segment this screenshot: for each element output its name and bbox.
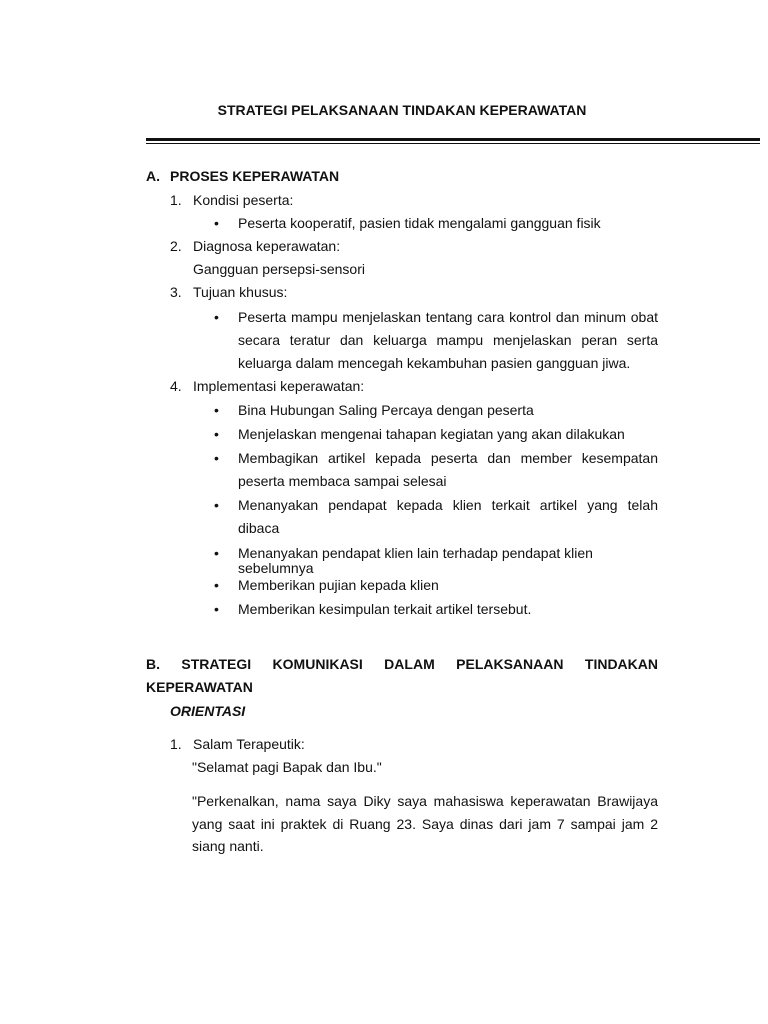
item-label: Implementasi keperawatan: (193, 378, 365, 394)
section-a-heading: PROSES KEPERAWATAN (170, 168, 340, 184)
bullet-dot: • (214, 402, 219, 418)
section-b-heading-continued: KEPERAWATAN (146, 679, 253, 695)
bullet-dot: • (214, 215, 219, 231)
section-b-subheading: ORIENTASI (170, 703, 246, 719)
bullet-dot: • (214, 497, 219, 513)
paragraph-line: "Perkenalkan, nama saya Diky saya mahasiswa keperawatan Brawijaya (192, 793, 658, 809)
quote-text: "Selamat pagi Bapak dan Ibu." (192, 759, 382, 775)
section-a-marker: A. (146, 168, 160, 184)
bullet-text-line: keluarga dalam mencegah kekambuhan pasien gangguan jiwa. (238, 355, 631, 371)
paragraph-line: yang saat ini praktek di Ruang 23. Saya dinas dari jam 7 sampai jam 2 (192, 816, 658, 832)
item-number: 3. (170, 284, 182, 300)
bullet-text: Menanyakan pendapat kepada klien terkait artikel yang telah (238, 497, 658, 513)
bullet-text: Menanyakan pendapat klien lain terhadap pendapat klien (238, 545, 593, 561)
title-rule-thin (146, 143, 760, 144)
item-label: Salam Terapeutik: (193, 736, 305, 752)
item-label: Diagnosa keperawatan: (193, 238, 341, 254)
bullet-dot: • (214, 309, 219, 325)
bullet-text: Menjelaskan mengenai tahapan kegiatan yang akan dilakukan (238, 426, 625, 442)
bullet-text: Membagikan artikel kepada peserta dan member kesempatan (238, 450, 658, 466)
item-number: 2. (170, 238, 182, 254)
bullet-text: Memberikan pujian kepada klien (238, 577, 439, 593)
paragraph-line: siang nanti. (192, 838, 264, 854)
section-b-heading: B. STRATEGI KOMUNIKASI DALAM PELAKSANAAN TINDAKAN (146, 656, 658, 672)
bullet-text: Peserta kooperatif, pasien tidak mengalami gangguan fisik (238, 215, 601, 231)
item-number: 1. (170, 736, 182, 752)
document-title: STRATEGI PELAKSANAAN TINDAKAN KEPERAWATAN (217, 102, 587, 118)
bullet-text-continued: dibaca (238, 520, 280, 536)
bullet-text: Bina Hubungan Saling Percaya dengan peserta (238, 402, 534, 418)
bullet-text-continued: peserta membaca sampai selesai (238, 473, 447, 489)
bullet-text-line: Peserta mampu menjelaskan tentang cara kontrol dan minum obat (238, 309, 658, 325)
title-rule-thick (146, 138, 760, 141)
item-detail: Gangguan persepsi-sensori (193, 261, 365, 277)
bullet-dot: • (214, 545, 219, 561)
bullet-text: Memberikan kesimpulan terkait artikel tersebut. (238, 601, 532, 617)
bullet-dot: • (214, 450, 219, 466)
bullet-dot: • (214, 577, 219, 593)
item-number: 1. (170, 192, 182, 208)
item-number: 4. (170, 378, 182, 394)
item-label: Tujuan khusus: (193, 284, 288, 300)
bullet-dot: • (214, 601, 219, 617)
bullet-dot: • (214, 426, 219, 442)
bullet-text-continued: sebelumnya (238, 560, 314, 576)
bullet-text-line: secara teratur dan keluarga mampu menjelaskan peran serta (238, 332, 658, 348)
item-label: Kondisi peserta: (193, 192, 294, 208)
